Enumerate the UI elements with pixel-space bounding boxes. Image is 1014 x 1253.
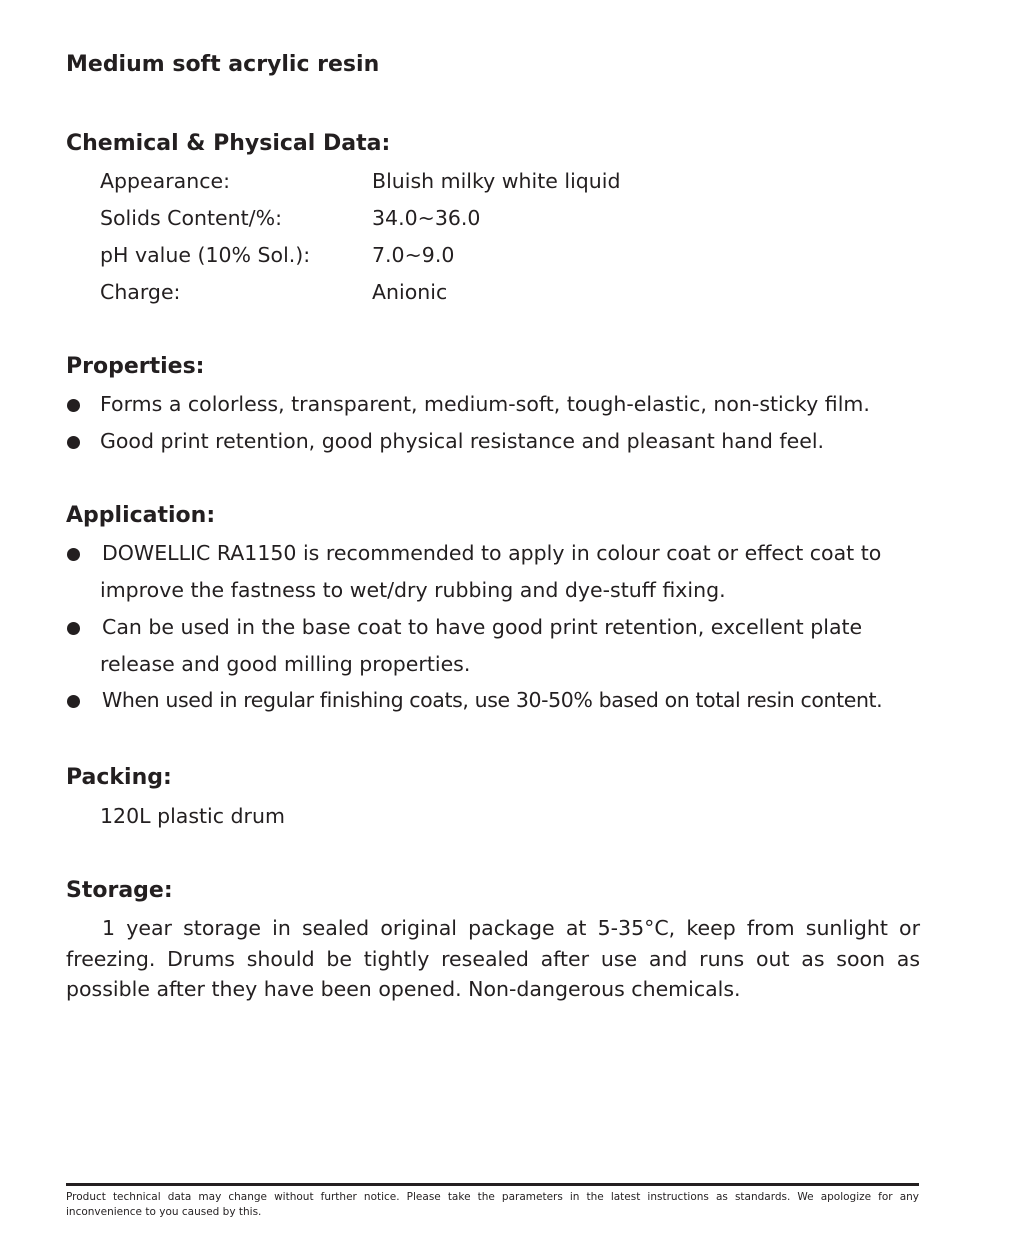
ph-value-label: pH value (10% Sol.): <box>100 243 311 267</box>
application-heading: Application: <box>66 503 216 528</box>
charge-label: Charge: <box>100 280 181 304</box>
document-title: Medium soft acrylic resin <box>66 52 380 77</box>
footer-disclaimer: Product technical data may change without further notice. Please take the parameters in the latest instructions as standards. We apologize for any inconvenience to you caused by this. <box>66 1191 919 1218</box>
document-page <box>66 0 920 1253</box>
application-item-line: Can be used in the base coat to have good print retention, excellent plate <box>102 615 863 639</box>
application-item-line: When used in regular finishing coats, use 30-50% based on total resin content. <box>102 688 883 712</box>
bullet-icon <box>67 622 80 635</box>
solids-content-value: 34.0~36.0 <box>372 206 481 230</box>
solids-content-label: Solids Content/%: <box>100 206 282 230</box>
properties-heading: Properties: <box>66 354 205 379</box>
application-item-line: DOWELLIC RA1150 is recommended to apply in colour coat or effect coat to <box>102 541 882 565</box>
application-item-line: improve the fastness to wet/dry rubbing and dye-stuff fixing. <box>100 578 726 602</box>
bullet-icon <box>67 399 80 412</box>
bullet-icon <box>67 548 80 561</box>
properties-item: Forms a colorless, transparent, medium-soft, tough-elastic, non-sticky film. <box>100 392 870 416</box>
appearance-label: Appearance: <box>100 169 230 193</box>
packing-heading: Packing: <box>66 765 172 790</box>
bullet-icon <box>67 436 80 449</box>
footer-divider <box>66 1183 919 1186</box>
properties-item: Good print retention, good physical resistance and pleasant hand feel. <box>100 429 825 453</box>
storage-paragraph: 1 year storage in sealed original package at 5-35°C, keep from sunlight or freezing. Drums should be tightly resealed after use and runs out as soon as possible after they have been opened. Non-dangerous chemicals. <box>66 916 920 1001</box>
ph-value-value: 7.0~9.0 <box>372 243 455 267</box>
chemical-physical-heading: Chemical & Physical Data: <box>66 131 391 156</box>
charge-value: Anionic <box>372 280 448 304</box>
appearance-value: Bluish milky white liquid <box>372 169 621 193</box>
packing-text: 120L plastic drum <box>100 804 285 828</box>
storage-heading: Storage: <box>66 878 173 903</box>
application-item-line: release and good milling properties. <box>100 652 471 676</box>
bullet-icon <box>67 695 80 708</box>
